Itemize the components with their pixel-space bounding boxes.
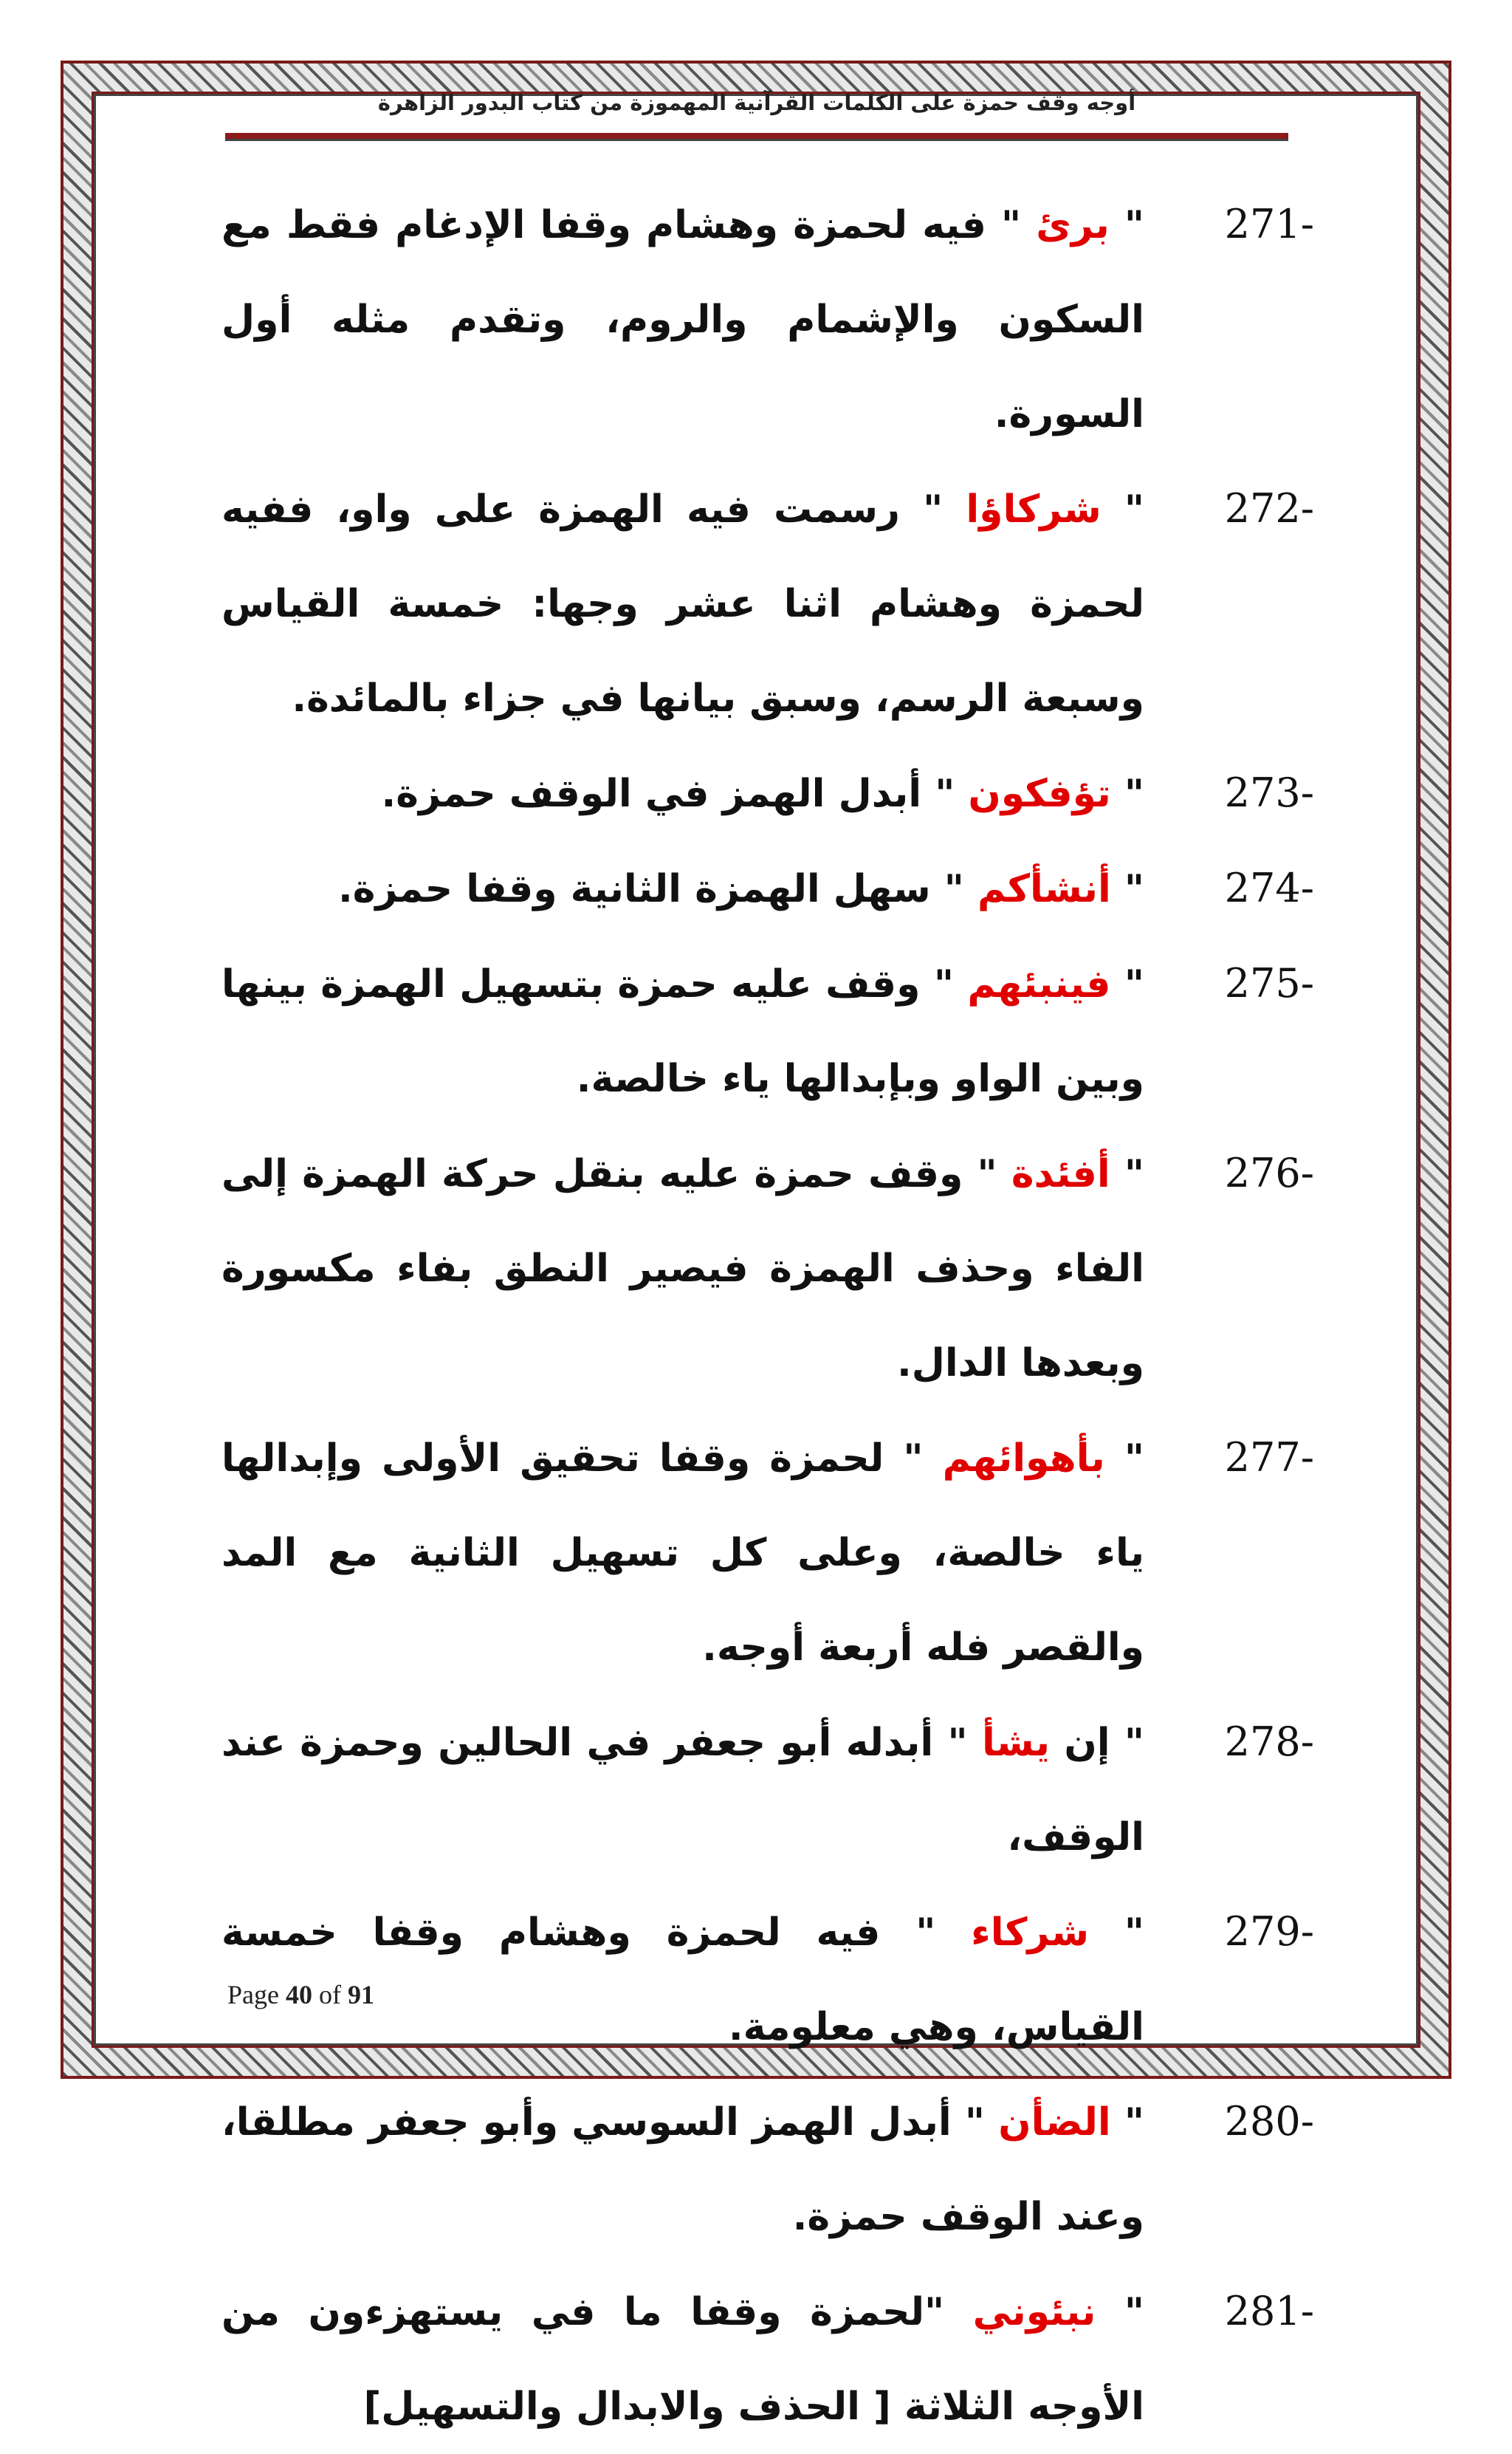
entries-list <box>221 177 1314 2454</box>
entry-keyword: فينبئهم <box>967 962 1111 1007</box>
close-quote: " <box>947 1721 982 1765</box>
open-quote: " إن <box>1049 1721 1144 1765</box>
entry-276 <box>221 1126 1314 1411</box>
entry-keyword: بأهوائهم <box>942 1436 1105 1481</box>
entry-280 <box>221 2074 1314 2264</box>
entry-text: وقف عليه حمزة بتسهيل الهمزة بينها وبين الواو وبإبدالها ياء خالصة. <box>221 962 1144 1101</box>
footer-of: of <box>312 1980 348 2009</box>
close-quote: " <box>903 1436 943 1481</box>
page-footer <box>227 1979 374 2010</box>
entry-text: رسمت فيه الهمزة على واو، ففيه لحمزة وهشام اثنا عشر وجها: خمسة القياس وسبعة الرسم، وسبق بيانها في جزاء بالمائدة. <box>221 487 1144 721</box>
entry-number: 275- <box>1224 960 1314 1007</box>
entry-text: فيه لحمزة وهشام وقفا الإدغام فقط مع السكون والإشمام والروم، وتقدم مثله أول السورة. <box>221 203 1144 436</box>
entry-keyword: نبئوني <box>972 2290 1096 2334</box>
close-quote: " <box>964 2100 999 2145</box>
close-quote: " <box>935 772 969 816</box>
entry-keyword: يشأ <box>982 1721 1050 1765</box>
entry-keyword: أفئدة <box>1011 1152 1110 1196</box>
entry-text: أبدله أبو جعفر في الحالين وحمزة عند الوقف، <box>221 1721 1144 1860</box>
close-quote: " <box>923 487 966 532</box>
footer-total-pages: 91 <box>347 1980 374 2009</box>
entry-number: 271- <box>1224 201 1314 247</box>
entry-274 <box>221 841 1314 936</box>
entry-text: لحمزة وقفا تحقيق الأولى وإبدالها ياء خالصة، وعلى كل تسهيل الثانية مع المد والقصر فله أربعة أوجه. <box>221 1436 1144 1670</box>
footer-prefix: Page <box>227 1980 286 2009</box>
open-quote: " <box>1096 2290 1145 2334</box>
open-quote: " <box>1110 962 1144 1007</box>
close-quote: " <box>1001 203 1037 247</box>
entry-number: 272- <box>1224 485 1314 532</box>
open-quote: " <box>1110 1152 1145 1196</box>
entry-number: 278- <box>1224 1718 1314 1765</box>
entry-keyword: تؤفكون <box>968 772 1111 816</box>
entry-keyword: برئ <box>1036 203 1110 247</box>
entry-number: 281- <box>1224 2288 1315 2334</box>
entry-number: 280- <box>1224 2098 1314 2145</box>
entry-271 <box>221 177 1314 462</box>
entry-279 <box>221 1885 1314 2074</box>
entry-275 <box>221 936 1314 1126</box>
entry-number: 274- <box>1224 865 1314 911</box>
open-quote: " <box>1110 2100 1144 2145</box>
close-quote: " <box>933 962 968 1007</box>
entry-text: سهل الهمزة الثانية وقفا حمزة. <box>337 867 944 911</box>
header-divider <box>225 133 1288 141</box>
entry-278 <box>221 1695 1314 1885</box>
open-quote: " <box>1110 867 1144 911</box>
entry-277 <box>221 1411 1314 1695</box>
entry-keyword: شركاء <box>971 1910 1090 1955</box>
entry-text: أبدل الهمز السوسي وأبو جعفر مطلقا، وعند الوقف حمزة. <box>221 2100 1144 2239</box>
close-quote: " <box>944 867 977 911</box>
footer-page-number: 40 <box>285 1980 312 2009</box>
page-header-title: أوجه وقف حمزة على الكلمات القرآنية المهموزة من كتاب البدور الزاهرة <box>377 90 1136 115</box>
entry-272 <box>221 462 1314 746</box>
open-quote: " <box>1089 1910 1144 1955</box>
entry-text: فيه لحمزة وهشام وقفا خمسة القياس، وهي معلومة. <box>221 1910 1144 2049</box>
open-quote: " <box>1109 203 1144 247</box>
entry-keyword: شركاؤا <box>966 487 1102 532</box>
entry-text: أبدل الهمز في الوقف حمزة. <box>381 772 935 816</box>
open-quote: " <box>1110 772 1144 816</box>
close-quote: " <box>915 1910 972 1955</box>
entry-number: 277- <box>1224 1434 1314 1481</box>
entry-keyword: الضأن <box>998 2100 1111 2145</box>
entry-281 <box>221 2264 1314 2454</box>
open-quote: " <box>1101 487 1144 532</box>
close-quote: " <box>924 2290 973 2334</box>
close-quote: " <box>977 1152 1011 1196</box>
entry-keyword: أنشأكم <box>977 867 1111 911</box>
entry-number: 279- <box>1224 1908 1314 1955</box>
entry-273 <box>221 746 1314 841</box>
entry-number: 273- <box>1224 770 1314 816</box>
entry-text: وقف حمزة عليه بنقل حركة الهمزة إلى الفاء وحذف الهمزة فيصير النطق بفاء مكسورة وبعدها الدال. <box>221 1152 1144 1385</box>
entry-text: لحمزة وقفا ما في يستهزءون من الأوجه الثلاثة [ الحذف والابدال والتسهيل] <box>221 2290 1144 2429</box>
open-quote: " <box>1104 1436 1144 1481</box>
entry-number: 276- <box>1224 1150 1315 1196</box>
